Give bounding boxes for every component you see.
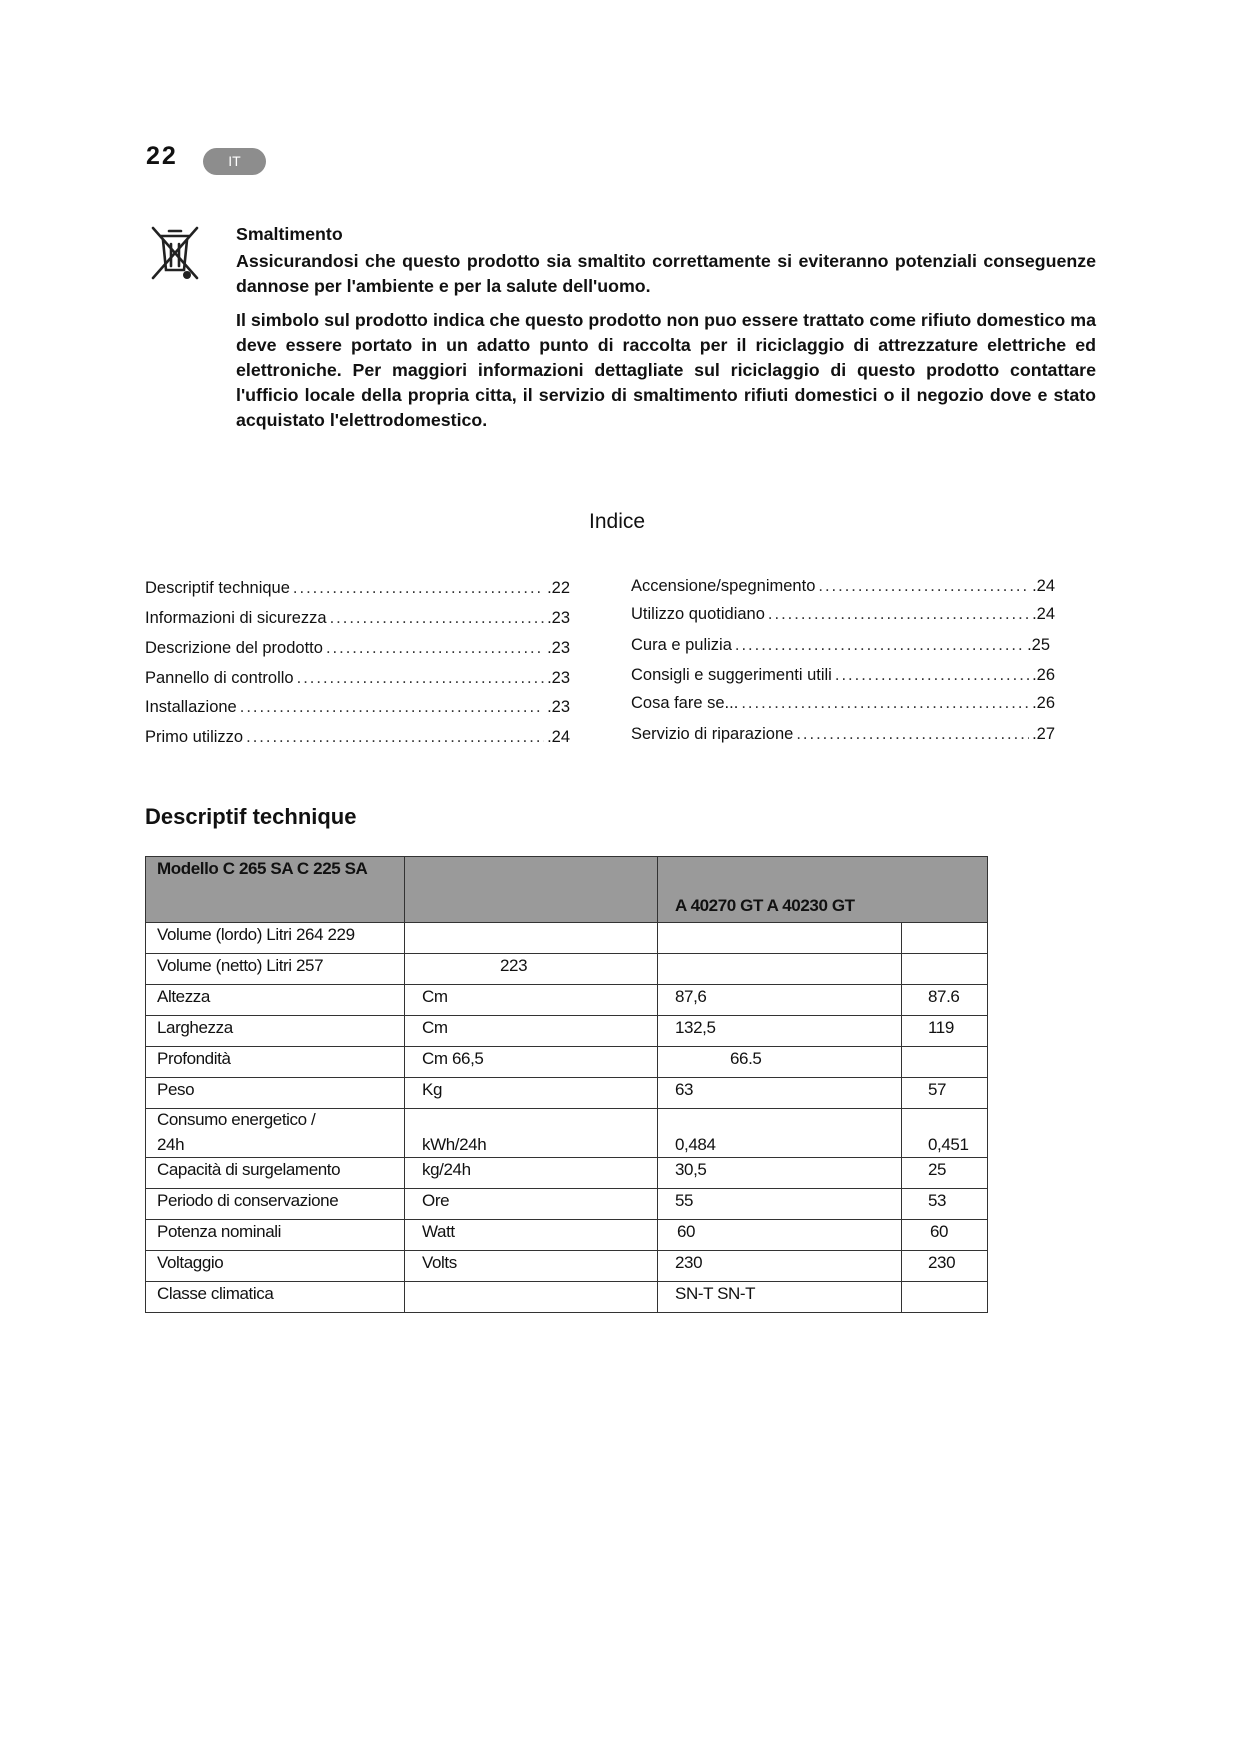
spec-value-1: 55 [658, 1189, 902, 1220]
toc-label: Pannello di controllo [145, 669, 294, 687]
toc-item[interactable] [145, 728, 570, 747]
toc-leader [297, 669, 544, 688]
spec-value-2: 230 [902, 1251, 988, 1282]
spec-unit: Kg [405, 1078, 658, 1109]
toc-label: Descriptif technique [145, 579, 290, 597]
table-header-row [146, 857, 988, 923]
toc-leader [768, 605, 1029, 624]
spec-name-cell [146, 1109, 405, 1158]
toc-label: Consigli e suggerimenti utili [631, 666, 832, 684]
disposal-title: Smaltimento [236, 224, 343, 244]
spec-unit: Cm [405, 985, 658, 1016]
disposal-paragraph-1: Assicurandosi che questo prodotto sia smaltito correttamente si eviteranno potenziali conseguenze dannose per l'ambiente e per la salute dell'uomo. [236, 251, 1096, 296]
toc-page: .26 [1032, 666, 1055, 684]
index-title: Indice [589, 510, 646, 533]
spec-value-1 [658, 954, 902, 985]
header-blank-cell [405, 857, 658, 923]
toc-leader [796, 725, 1029, 744]
disposal-paragraph-2: Il simbolo sul prodotto indica che questo prodotto non puo essere trattato come rifiuto domestico ma deve essere portato in un adatto punto di raccolta per il riciclaggio di attrezzature elettriche ed elettroniche. Per maggiori informazioni dettagliate sul riciclaggio di questo prodotto contattare l'ufficio locale della propria citta, il servizio di smaltimento rifiuti domestici o il negozio dove e stato acquistato l'elettrodomestico. [236, 310, 1096, 430]
toc-label: Cura e pulizia [631, 636, 732, 654]
spec-unit: Cm 66,5 [405, 1047, 658, 1078]
toc-leader [240, 698, 544, 717]
spec-value-2: 119 [902, 1016, 988, 1047]
spec-value-2: 87.6 [902, 985, 988, 1016]
toc-label: Descrizione del prodotto [145, 639, 323, 657]
toc-page: .23 [547, 609, 570, 627]
spec-name: Larghezza [146, 1016, 405, 1047]
table-row [146, 1282, 988, 1313]
spec-unit: kWh/24h [405, 1109, 658, 1158]
toc-leader [735, 636, 1024, 655]
toc-page: .24 [1032, 605, 1055, 623]
toc-item[interactable] [631, 605, 1055, 624]
spec-name-continued: 24h [157, 1135, 185, 1154]
spec-unit: Ore [405, 1189, 658, 1220]
spec-name: Volume (lordo) Litri 264 229 [146, 923, 405, 954]
spec-unit: Volts [405, 1251, 658, 1282]
toc-page: .24 [547, 728, 570, 746]
toc-page: .24 [1032, 577, 1055, 595]
table-row [146, 954, 988, 985]
toc-page: .23 [547, 669, 570, 687]
spec-name: Profondità [146, 1047, 405, 1078]
spec-value-2 [902, 923, 988, 954]
model-label-cell: Modello C 265 SA C 225 SA [146, 857, 405, 923]
table-row [146, 923, 988, 954]
spec-name: Potenza nominali [146, 1220, 405, 1251]
spec-unit: 223 [405, 954, 658, 985]
spec-unit: Cm [405, 1016, 658, 1047]
model-codes-cell: A 40270 GT A 40230 GT [658, 857, 988, 923]
toc-item[interactable] [145, 639, 570, 658]
spec-value-2: 60 [902, 1220, 988, 1251]
spec-value-1: 230 [658, 1251, 902, 1282]
spec-name: Altezza [146, 985, 405, 1016]
toc-label: Utilizzo quotidiano [631, 605, 765, 623]
table-row [146, 985, 988, 1016]
specs-table [145, 856, 988, 1313]
table-row [146, 1109, 988, 1158]
spec-value-1: 66.5 [658, 1047, 902, 1078]
spec-value-2: 25 [902, 1158, 988, 1189]
toc-page: .22 [547, 579, 570, 597]
toc-leader [818, 577, 1029, 596]
spec-value-1: 132,5 [658, 1016, 902, 1047]
disposal-section [236, 222, 1096, 433]
toc-item[interactable] [145, 579, 570, 598]
spec-name: Volume (netto) Litri 257 [146, 954, 405, 985]
toc-leader [330, 609, 544, 628]
spec-value-2 [902, 1282, 988, 1313]
language-badge: IT [203, 148, 266, 175]
spec-value-2: 53 [902, 1189, 988, 1220]
spec-unit [405, 1282, 658, 1313]
toc-leader [741, 694, 1029, 713]
toc-item[interactable] [631, 577, 1055, 596]
toc-item[interactable] [145, 698, 570, 717]
spec-name: Classe climatica [146, 1282, 405, 1313]
toc-item[interactable] [631, 725, 1055, 744]
toc-page: .25 [1027, 636, 1050, 654]
spec-value-1: 63 [658, 1078, 902, 1109]
toc-label: Accensione/spegnimento [631, 577, 816, 595]
toc-label: Primo utilizzo [145, 728, 244, 746]
spec-value-2: 57 [902, 1078, 988, 1109]
spec-value-1: 87,6 [658, 985, 902, 1016]
toc-item[interactable] [631, 636, 1050, 655]
spec-unit: Watt [405, 1220, 658, 1251]
toc-label: Installazione [145, 698, 237, 716]
toc-page: .27 [1032, 725, 1055, 743]
spec-unit: kg/24h [405, 1158, 658, 1189]
toc-page: .23 [547, 698, 570, 716]
toc-leader [293, 579, 544, 598]
toc-item[interactable] [631, 694, 1055, 713]
spec-value-2 [902, 954, 988, 985]
spec-value-1 [658, 923, 902, 954]
toc-item[interactable] [145, 609, 570, 628]
spec-name: Consumo energetico / [157, 1110, 316, 1129]
spec-name: Periodo di conservazione [146, 1189, 405, 1220]
table-row [146, 1189, 988, 1220]
spec-name: Voltaggio [146, 1251, 405, 1282]
spec-value-1: 30,5 [658, 1158, 902, 1189]
spec-name: Capacità di surgelamento [146, 1158, 405, 1189]
toc-item[interactable] [631, 666, 1055, 685]
table-row [146, 1158, 988, 1189]
specs-title: Descriptif technique [145, 804, 357, 829]
toc-label: Cosa fare se... [631, 694, 739, 712]
toc-page: .26 [1032, 694, 1055, 712]
spec-value-1: 60 [658, 1220, 902, 1251]
toc-item[interactable] [145, 669, 570, 688]
table-row [146, 1078, 988, 1109]
toc-leader [326, 639, 544, 658]
table-row [146, 1251, 988, 1282]
table-row [146, 1220, 988, 1251]
toc-label: Servizio di riparazione [631, 725, 794, 743]
table-row [146, 1047, 988, 1078]
spec-value-2: 0,451 [902, 1109, 988, 1158]
spec-value-1: 0,484 [658, 1109, 902, 1158]
page-number: 22 [146, 142, 178, 170]
toc-leader [246, 728, 544, 747]
spec-value-1: SN-T SN-T [658, 1282, 902, 1313]
toc-label: Informazioni di sicurezza [145, 609, 327, 627]
spec-unit [405, 923, 658, 954]
spec-value-2 [902, 1047, 988, 1078]
crossed-out-bin-icon [147, 222, 203, 286]
toc-page: .23 [547, 639, 570, 657]
table-row [146, 1016, 988, 1047]
spec-name: Peso [146, 1078, 405, 1109]
toc-leader [835, 666, 1029, 685]
